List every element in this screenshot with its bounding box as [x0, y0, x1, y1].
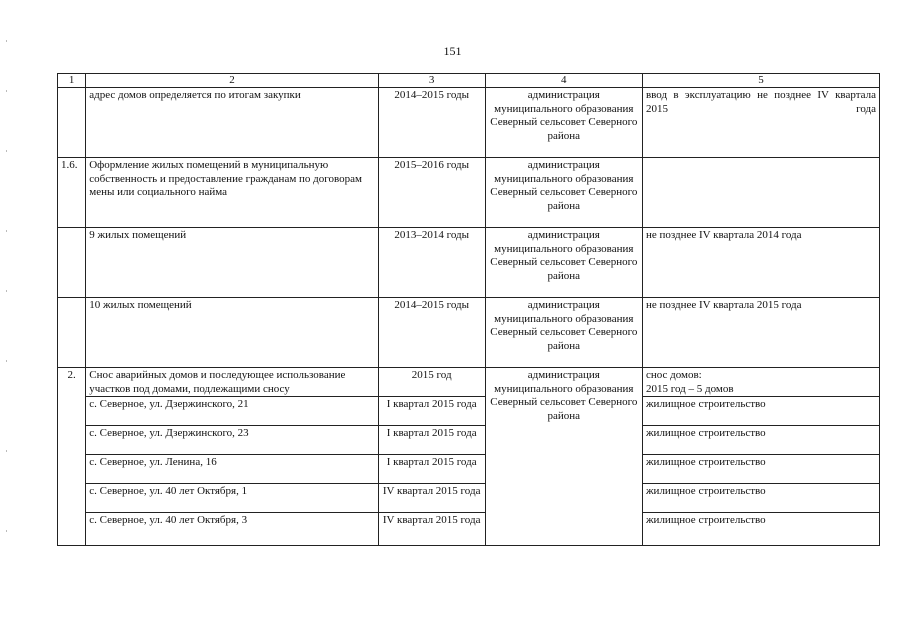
row-number	[58, 298, 86, 368]
land-use: жилищное строительство	[642, 513, 879, 546]
column-header: 1	[58, 74, 86, 88]
column-header: 2	[86, 74, 378, 88]
row-period: 2015–2016 годы	[378, 158, 485, 228]
table-row	[58, 397, 880, 426]
table-row	[58, 455, 880, 484]
row-executor: администрация муниципального образования Северный сельсовет Северного района	[485, 228, 642, 298]
house-address: с. Северное, ул. Ленина, 16	[86, 455, 378, 484]
house-address: с. Северное, ул. 40 лет Октября, 1	[86, 484, 378, 513]
scan-margin-marks	[6, 30, 8, 590]
row-period: 2014–2015 годы	[378, 88, 485, 158]
table-row	[58, 484, 880, 513]
land-use: жилищное строительство	[642, 426, 879, 455]
header-row	[58, 74, 880, 88]
row-description: Снос аварийных домов и последующее использование участков под домами, подлежащими сносу	[86, 368, 378, 397]
row-number	[58, 228, 86, 298]
demolition-period: IV квартал 2015 года	[378, 484, 485, 513]
row-result	[642, 158, 879, 228]
row-result: ввод в эксплуатацию не позднее IV квартала 2015 года	[642, 88, 879, 158]
row-description: 10 жилых помещений	[86, 298, 378, 368]
row-result: не позднее IV квартала 2014 года	[642, 228, 879, 298]
row-executor: администрация муниципального образования Северный сельсовет Северного района	[485, 88, 642, 158]
page-number: 151	[443, 44, 462, 58]
table-row	[58, 426, 880, 455]
row-period: 2014–2015 годы	[378, 298, 485, 368]
table-row	[58, 88, 880, 158]
house-address: с. Северное, ул. Дзержинского, 21	[86, 397, 378, 426]
result-line: снос домов:	[645, 369, 702, 381]
land-use: жилищное строительство	[642, 397, 879, 426]
column-header: 3	[378, 74, 485, 88]
land-use: жилищное строительство	[642, 455, 879, 484]
row-description: адрес домов определяется по итогам закупки	[86, 88, 378, 158]
row-description: 9 жилых помещений	[86, 228, 378, 298]
row-result: не позднее IV квартала 2015 года	[642, 298, 879, 368]
house-address: с. Северное, ул. Дзержинского, 23	[86, 426, 378, 455]
demolition-period: IV квартал 2015 года	[378, 513, 485, 546]
table-row	[58, 158, 880, 228]
table-row	[58, 368, 880, 397]
land-use: жилищное строительство	[642, 484, 879, 513]
demolition-period: I квартал 2015 года	[378, 455, 485, 484]
table-row	[58, 228, 880, 298]
row-result	[642, 368, 879, 397]
column-header: 4	[485, 74, 642, 88]
demolition-period: I квартал 2015 года	[378, 397, 485, 426]
result-line: 2015 год – 5 домов	[645, 382, 734, 395]
row-description: Оформление жилых помещений в муниципальную собственность и предоставление гражданам по договорам мены или социального найма	[86, 158, 378, 228]
column-header: 5	[642, 74, 879, 88]
house-address: с. Северное, ул. 40 лет Октября, 3	[86, 513, 378, 546]
row-executor: администрация муниципального образования Северный сельсовет Северного района	[485, 298, 642, 368]
row-number: 1.6.	[58, 158, 86, 228]
row-period: 2015 год	[378, 368, 485, 397]
row-number: 2.	[58, 368, 86, 546]
program-table	[57, 73, 880, 546]
row-number	[58, 88, 86, 158]
row-executor: администрация муниципального образования Северный сельсовет Северного района	[485, 158, 642, 228]
table-row	[58, 513, 880, 546]
table-row	[58, 298, 880, 368]
demolition-period: I квартал 2015 года	[378, 426, 485, 455]
row-executor: администрация муниципального образования Северный сельсовет Северного района	[485, 368, 642, 546]
row-period: 2013–2014 годы	[378, 228, 485, 298]
